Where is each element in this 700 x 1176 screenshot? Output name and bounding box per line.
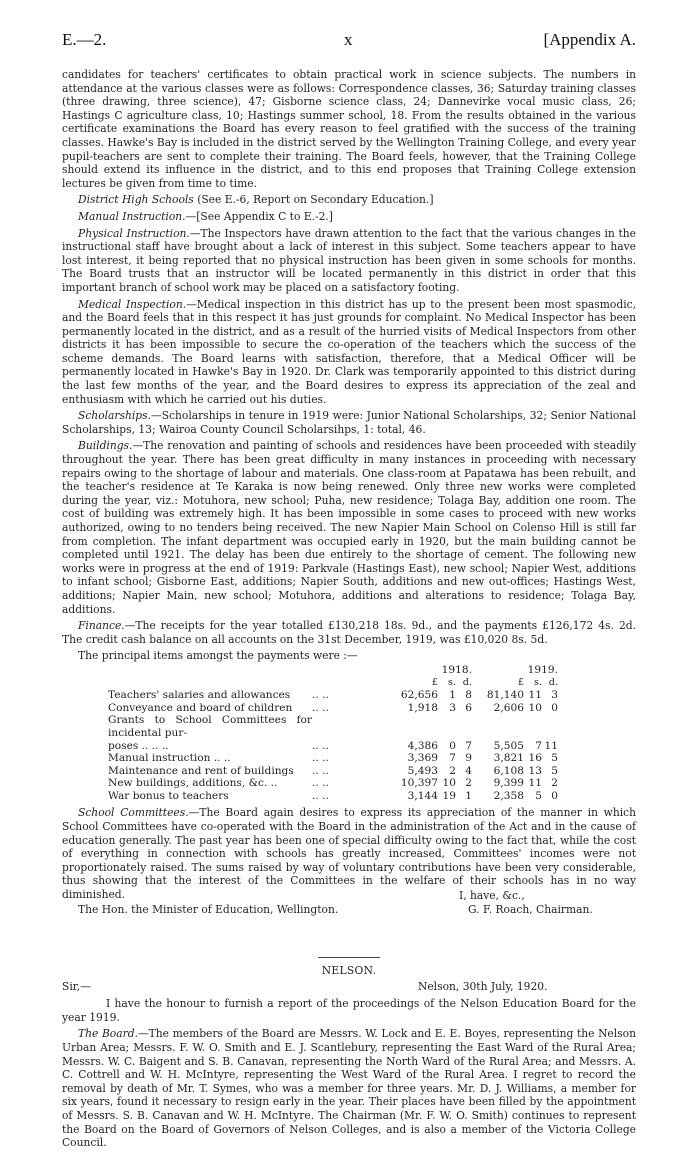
payment-amount: 4,386 bbox=[407, 739, 438, 752]
payment-leader: .. .. bbox=[312, 752, 329, 765]
unit-shillings: s. bbox=[448, 676, 456, 688]
payment-amount: 81,140 bbox=[486, 689, 524, 702]
payments-rows bbox=[108, 689, 558, 802]
committees-text: —The Board again desires to express its appreciation of the manner in which School Committees have co-operated with the Board in the administration of the Act and in the cause of education generally. The past year has been one of special difficulty owing to the fact that, while the cost of everything in connection with schools has greatly increased, Committees' incomes were not proportionately raised. The sums raised by way of voluntary contributions have been very considerable, thus showing that the interest of the Committees in the welfare of their schools has in no way diminished. bbox=[62, 806, 637, 902]
payment-amount bbox=[398, 714, 438, 739]
payment-amount: 3 bbox=[551, 689, 558, 702]
district-text: (See E.-6, Report on Secondary Education.] bbox=[193, 193, 434, 207]
payment-row bbox=[108, 790, 558, 803]
payment-amount: 1 bbox=[449, 689, 456, 702]
payment-amount: 1,918 bbox=[407, 701, 438, 714]
buildings-heading: Buildings. bbox=[78, 439, 133, 453]
payment-amount: 5 bbox=[551, 752, 558, 765]
unit-shillings: s. bbox=[534, 676, 542, 688]
payment-amount: 16 bbox=[528, 752, 542, 765]
payment-amount: 0 bbox=[551, 701, 558, 714]
payment-row bbox=[108, 777, 558, 790]
payment-amount: 6 bbox=[465, 701, 472, 714]
payment-amount: 1 bbox=[465, 789, 472, 802]
manual-instruction-paragraph bbox=[62, 210, 636, 224]
payment-amount: 2 bbox=[465, 777, 472, 790]
finance-heading: Finance. bbox=[78, 619, 125, 633]
payment-amount bbox=[456, 714, 472, 739]
payment-amount: 62,656 bbox=[400, 689, 438, 702]
manual-heading: Manual Instruction. bbox=[78, 209, 186, 223]
scholarships-heading: Scholarships. bbox=[78, 409, 152, 423]
buildings-paragraph bbox=[62, 439, 636, 616]
payment-leader: .. .. bbox=[312, 701, 329, 714]
payment-amount: 2 bbox=[449, 764, 456, 777]
payment-amount: 3,821 bbox=[493, 752, 524, 765]
training-paragraph: candidates for teachers' certificates to obtain practical work in science subjects. The numbers in attendance at the various classes were as follows: Correspondence classes, 36; Saturday training classes (three drawing, three science), 47; Gisborne science class, 24; Dannevirke vocal music class, 26; Hastings C agriculture class, 10; Hastings summer school, 18. From the results obtained in the various certificate examinations the Board has every reason to feel gratified with the success of the training classes. Hawke's Bay is included in the district served by the Wellington Training College, and every year pupil-teachers are sent to complete their training. The Board feels, however, that the Training College should extend its influence in the district, and to this end proposes that Training College extension lectures be given from time to time. bbox=[62, 68, 636, 190]
closing-line: I, have, &c., bbox=[459, 888, 525, 902]
medical-heading: Medical Inspection. bbox=[78, 297, 187, 311]
manual-text: —[See Appendix C to E.-2.] bbox=[185, 209, 333, 223]
payment-amount: 4 bbox=[465, 764, 472, 777]
payment-leader: .. .. bbox=[312, 739, 329, 752]
payment-amount: 7 bbox=[449, 752, 456, 765]
place-date: Nelson, 30th July, 1920. bbox=[418, 980, 548, 994]
payment-amount: 11 bbox=[528, 777, 542, 790]
physical-text: —The Inspectors have drawn attention to the fact that the various changes in the instructional staff have brought about a lack of interest in this subject. Some teachers appear to have lost interest, it being reported that no physical instruction has been given in some schools for months. The Board trusts that an instructor will be located permanently in this district in order that this important branch of school work may be placed on a satisfactory footing. bbox=[62, 226, 636, 294]
payment-amount: 2 bbox=[551, 777, 558, 790]
payment-amount: 11 bbox=[528, 689, 542, 702]
payment-amount: 5,493 bbox=[407, 764, 438, 777]
payment-amount: 19 bbox=[442, 789, 456, 802]
payment-amount: 9,399 bbox=[493, 777, 524, 790]
payment-label: New buildings, additions, &c. .. bbox=[108, 777, 278, 790]
payment-label: Teachers' salaries and allowances bbox=[108, 689, 291, 702]
payments-units-row bbox=[108, 677, 558, 690]
year-1919: 1919. bbox=[527, 663, 558, 676]
addressee-line: The Hon. the Minister of Education, Wellington. bbox=[78, 902, 339, 916]
board-text: —The members of the Board are Messrs. W. Lock and E. E. Boyes, representing the Nelson Urban Area; Messrs. F. W. O. Smith and E. J. Scantlebury, representing the East Ward of the Rural Area; Messrs. W. C. Baigent and S. B. Canavan, representing the North Ward of the Rural Area; and Messrs. A. C. Cottrell and W. H. McIntyre, representing the West Ward of the Rural Area. I regret to record the removal by death of Mr. T. Symes, who was a member for three years. Mr. D. J. Williams, a member for six years, found it necessary to resign early in the year. Their places have been filled by the appointment of Messrs. S. B. Canavan and W. H. McIntyre. The Chairman (Mr. F. W. O. Smith) continues to represent the Board on the Board of Governors of Nelson Colleges, and is also a member of the Victoria College Council. bbox=[62, 1027, 636, 1150]
unit-pence: d. bbox=[462, 676, 472, 688]
payment-amount bbox=[524, 714, 542, 739]
payments-years-row bbox=[108, 664, 558, 677]
document-body bbox=[62, 68, 636, 1150]
payment-amount: 2,358 bbox=[493, 789, 524, 802]
salutation-row bbox=[62, 980, 636, 994]
committees-heading: School Committees. bbox=[78, 806, 189, 820]
finance-paragraph bbox=[62, 619, 636, 646]
principal-items-intro: The principal items amongst the payments were :— bbox=[78, 649, 358, 663]
header-report-code: E.—2. bbox=[62, 30, 107, 49]
payment-amount: 5,505 bbox=[493, 739, 524, 752]
salutation: Sir,— bbox=[62, 980, 91, 994]
unit-pence: d. bbox=[548, 676, 558, 688]
payment-amount: 7 bbox=[535, 739, 542, 752]
nelson-intro: I have the honour to furnish a report of the proceedings of the Nelson Education Board for the year 1919. bbox=[62, 997, 636, 1024]
payment-amount: 5 bbox=[551, 764, 558, 777]
payment-amount: 3,369 bbox=[407, 752, 438, 765]
medical-text: —Medical inspection in this district has up to the present been most spasmodic, and the Board feels that in this respect it has just grounds for complaint. No Medical Inspector has been permanently located in the district, and as a result of the hurried visits of Medical Inspectors from other districts it has been impossible to secure the co-operation of the teachers which the success of the scheme demands. The Board learns with satisfaction, therefore, that a Medical Officer will be permanently located in Hawke's Bay in 1920. Dr. Clark was temporarily appointed to this district during the last few months of the year, and the Board desires to express its appreciation of the zeal and enthusiasm with which he carried out his duties. bbox=[62, 297, 636, 406]
payment-label: poses .. .. .. bbox=[108, 739, 169, 752]
payment-label: Manual instruction .. .. bbox=[108, 752, 231, 765]
unit-pounds: £ bbox=[517, 676, 524, 688]
year-1918: 1918. bbox=[441, 663, 472, 676]
payment-amount: 3,144 bbox=[407, 789, 438, 802]
payment-row bbox=[108, 765, 558, 778]
board-heading: The Board. bbox=[78, 1027, 138, 1041]
payment-amount bbox=[542, 714, 558, 739]
finance-text: —The receipts for the year totalled £130,218 18s. 9d., and the payments £126,172 4s. 2d. The credit cash balance on all accounts on the 31st December, 1919, was £10,020 8s. 5d. bbox=[62, 619, 636, 646]
payment-amount: 6,108 bbox=[493, 764, 524, 777]
payment-row bbox=[108, 714, 558, 739]
payment-row bbox=[108, 702, 558, 715]
scholarships-text: —Scholarships in tenure in 1919 were: Junior National Scholarships, 32; Senior National Scholarships, 13; Wairoa County Council Scholarsihps, 1: total, 46. bbox=[62, 409, 636, 436]
physical-heading: Physical Instruction. bbox=[78, 226, 190, 240]
payment-label: War bonus to teachers bbox=[108, 789, 229, 802]
payment-amount: 5 bbox=[535, 789, 542, 802]
payment-leader: .. .. bbox=[312, 789, 329, 802]
payment-amount: 3 bbox=[449, 701, 456, 714]
payment-amount: 0 bbox=[551, 789, 558, 802]
physical-instruction-paragraph bbox=[62, 227, 636, 295]
payment-amount: 8 bbox=[465, 689, 472, 702]
signoff-block bbox=[62, 888, 636, 929]
payment-leader: .. .. bbox=[312, 777, 329, 790]
payment-leader: .. .. bbox=[312, 689, 329, 702]
page-header bbox=[62, 30, 636, 52]
payment-amount bbox=[472, 714, 524, 739]
header-page-number: x bbox=[344, 30, 353, 49]
school-committees-paragraph bbox=[62, 806, 636, 901]
payment-row bbox=[108, 740, 558, 753]
unit-pounds: £ bbox=[431, 676, 438, 688]
payment-label: Maintenance and rent of buildings bbox=[108, 764, 294, 777]
payment-amount: 13 bbox=[528, 764, 542, 777]
payment-amount: 10 bbox=[442, 777, 456, 790]
payment-amount: 10 bbox=[528, 701, 542, 714]
medical-inspection-paragraph bbox=[62, 298, 636, 407]
nelson-title: NELSON. bbox=[321, 963, 377, 977]
payments-table bbox=[108, 664, 558, 803]
buildings-text: —The renovation and painting of schools and residences have been proceeded with steadily throughout the year. There has been great difficulty in many instances in proceeding with necessary repairs owing to the shortage of labour and materials. One class-room at Papatawa has been rebuilt, and the teacher's residence at Te Karaka is now being renewed. Only three new works were completed during the year, viz.: Motuhora, new school; Puha, new residence; Tolaga Bay, addition one room. The cost of building was extremely high. It has been impossible in some cases to proceed with new works authorized, owing to no tenders being received. The new Napier Main School on Colenso Hill is still far from completion. The infant department was occupied early in 1920, but the main building cannot be completed until 1921. The delay has been due entirely to the shortage of cement. The following new works were in progress at the end of 1919: Parkvale (Hastings East), new school; Napier West, additions to infant school; Gisborne East, additions; Napier South, additions and new out-offices; Hastings West, additions; Napier Main, new school; Motuhora, additions and alterations to residence; Tolaga Bay, additions. bbox=[62, 439, 636, 616]
board-paragraph bbox=[62, 1027, 636, 1149]
payment-leader bbox=[312, 714, 398, 739]
signature-line: G. F. Roach, Chairman. bbox=[468, 902, 593, 916]
payment-amount: 9 bbox=[465, 752, 472, 765]
payment-amount: 10,397 bbox=[400, 777, 438, 790]
payment-row bbox=[108, 689, 558, 702]
district-heading: District High Schools bbox=[78, 193, 194, 207]
payment-amount: 0 bbox=[449, 739, 456, 752]
payment-amount bbox=[438, 714, 456, 739]
payment-amount: 2,606 bbox=[493, 701, 524, 714]
payment-row bbox=[108, 752, 558, 765]
section-divider bbox=[318, 957, 380, 958]
payment-leader: .. .. bbox=[312, 764, 329, 777]
payment-label: Conveyance and board of children bbox=[108, 701, 293, 714]
scholarships-paragraph bbox=[62, 409, 636, 436]
district-high-schools-paragraph bbox=[62, 193, 636, 207]
payment-label: Grants to School Committees for incidental pur- bbox=[108, 714, 312, 739]
payment-amount: 11 bbox=[544, 739, 558, 752]
payment-amount: 7 bbox=[465, 739, 472, 752]
header-appendix: [Appendix A. bbox=[543, 30, 636, 49]
